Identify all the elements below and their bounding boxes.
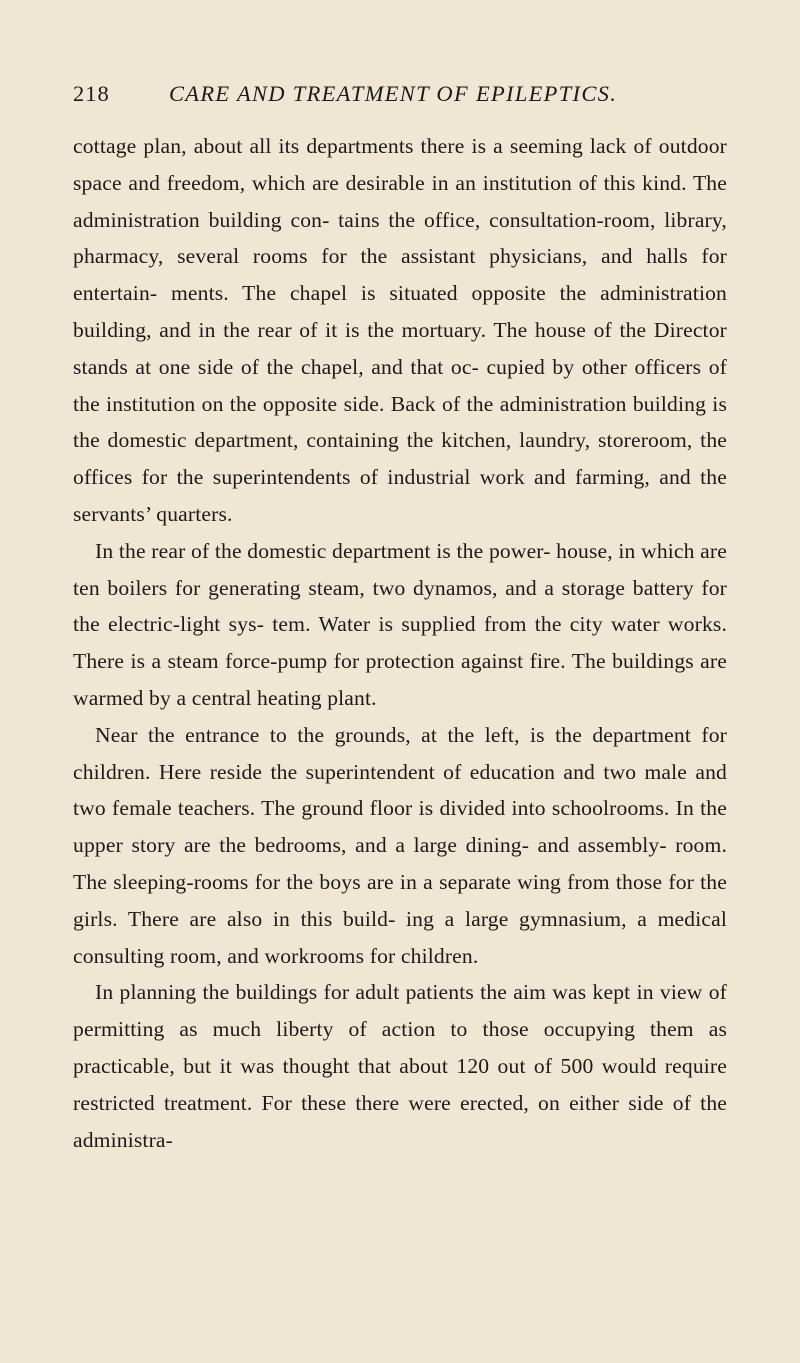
running-title: CARE AND TREATMENT OF EPILEPTICS.	[169, 81, 618, 106]
paragraph-adult-patients: In planning the buildings for adult patients the aim was kept in view of permitting as much liberty of action to those occupying them as practicable, but it was thought that about 120 out of 500 would require restricted treatment. For these there were erected, on either side of the administra-	[73, 980, 727, 1152]
paragraph-power-house: In the rear of the domestic department is the power- house, in which are ten boilers for generating steam, two dynamos, and a storage battery for the electric-light sys- tem. Water is supplied from the city water works. There is a steam force-pump for protection against fire. The buildings are warmed by a central heating plant.	[73, 538, 727, 710]
page-number: 218	[73, 81, 110, 106]
running-head	[73, 74, 713, 114]
paragraph-children-department: Near the entrance to the grounds, at the left, is the department for children. Here reside the superintendent of education and two male and two female teachers. The ground floor is divided into schoolrooms. In the upper story are the bedrooms, and a large dining- and assembly- room. The sleeping-rooms for the boys are in a separate wing from those for the girls. There are also in this build- ing a large gymnasium, a medical consulting room, and workrooms for children.	[73, 722, 727, 968]
body-text	[73, 128, 727, 1158]
paragraph-continuation: cottage plan, about all its departments there is a seeming lack of outdoor space and freedom, which are desirable in an institution of this kind. The administration building con- tains the office, consultation-room, library, pharmacy, several rooms for the assistant physicians, and halls for entertain- ments. The chapel is situated opposite the administration building, and in the rear of it is the mortuary. The house of the Director stands at one side of the chapel, and that oc- cupied by other officers of the institution on the opposite side. Back of the administration building is the domestic department, containing the kitchen, laundry, storeroom, the offices for the superintendents of industrial work and farming, and the servants’ quarters.	[73, 134, 727, 526]
